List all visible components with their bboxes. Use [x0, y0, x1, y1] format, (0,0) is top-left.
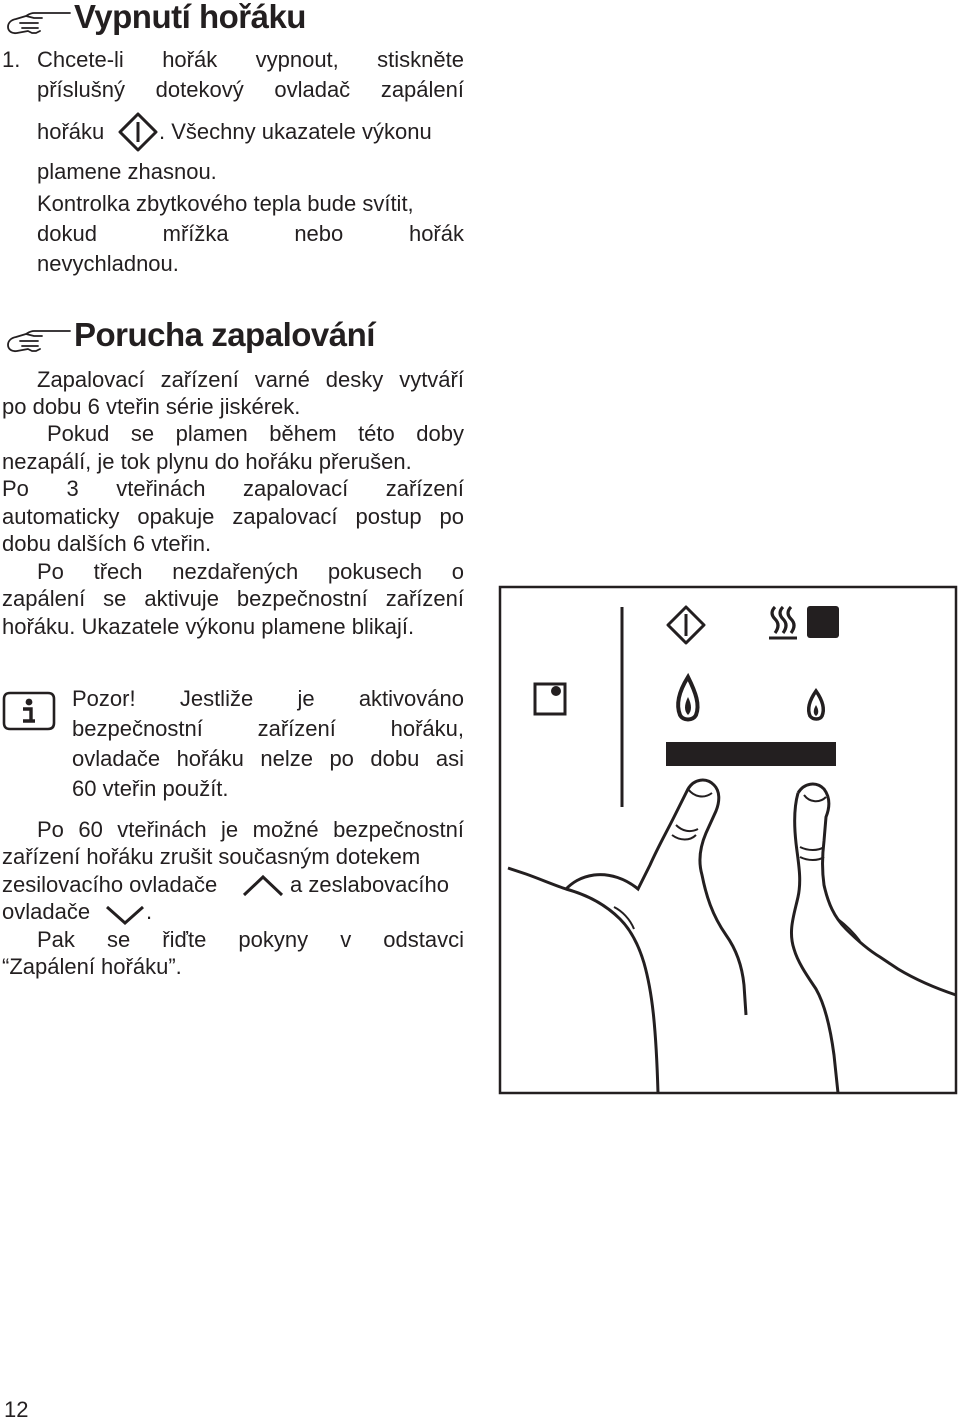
paragraph-line: Kontrolka zbytkového tepla bude svítit,	[37, 191, 414, 216]
power-level-bar	[666, 742, 836, 766]
paragraph-line: . Všechny ukazatele výkonu	[159, 119, 432, 144]
paragraph-line: zapálení se aktivuje bezpečnostní zařízení	[2, 586, 464, 611]
paragraph-line: hořáku	[37, 119, 105, 144]
chevron-down-icon	[104, 904, 146, 926]
paragraph-line: hořáku. Ukazatele výkonu plamene blikají.	[2, 614, 415, 639]
pointing-hand-icon	[2, 4, 72, 36]
paragraph-line: nevychladnou.	[37, 251, 179, 276]
paragraph-line: automaticky opakuje zapalovací postup po	[2, 504, 464, 529]
pointing-hand-icon	[2, 322, 72, 354]
paragraph-line: zařízení hořáku zrušit současným dotekem	[2, 844, 421, 869]
paragraph-line: Pak se řiďte pokyny v odstavci	[37, 927, 464, 952]
paragraph-line: .	[146, 899, 153, 924]
paragraph-line: Po třech nezdařených pokusech o	[37, 559, 464, 584]
heading-ignition-failure: Porucha zapalování	[74, 316, 375, 353]
item-number: 1.	[2, 47, 21, 72]
paragraph-line: dobu dalších 6 vteřin.	[2, 531, 212, 556]
paragraph-line: Zapalovací zařízení varné desky vytváří	[37, 367, 464, 392]
paragraph-line: po dobu 6 vteřin série jiskérek.	[2, 394, 301, 419]
chevron-up-icon	[241, 874, 285, 898]
paragraph-line: plamene zhasnou.	[37, 159, 217, 184]
paragraph-line: Pokud se plamen během této doby	[47, 421, 464, 446]
paragraph-line: dokud mřížka nebo hořák	[37, 221, 464, 246]
page-number: 12	[4, 1397, 29, 1422]
ignition-button-icon	[116, 111, 160, 153]
control-panel-illustration	[498, 585, 958, 1095]
info-icon	[2, 690, 56, 732]
paragraph-line: Po 60 vteřinách je možné bezpečnostní	[37, 817, 464, 842]
note-line: ovladače hořáku nelze po dobu asi	[72, 746, 464, 771]
paragraph-line: Chcete-li hořák vypnout, stiskněte	[37, 47, 464, 72]
paragraph-line: nezapálí, je tok plynu do hořáku přerušen.	[2, 449, 412, 474]
paragraph-line: a zeslabovacího	[290, 872, 449, 897]
note-line: bezpečnostní zařízení hořáku,	[72, 716, 464, 741]
heading-burner-off: Vypnutí hořáku	[74, 0, 306, 35]
paragraph-line: ovladače	[2, 899, 91, 924]
indicator-square	[807, 606, 839, 638]
paragraph-line: zesilovacího ovladače	[2, 872, 218, 897]
paragraph-line: příslušný dotekový ovladač zapálení	[37, 77, 464, 102]
paragraph-line: “Zapálení hořáku”.	[2, 954, 182, 979]
note-line: 60 vteřin použít.	[72, 776, 229, 801]
paragraph-line: Po 3 vteřinách zapalovací zařízení	[2, 476, 464, 501]
note-line: Pozor! Jestliže je aktivováno	[72, 686, 464, 711]
